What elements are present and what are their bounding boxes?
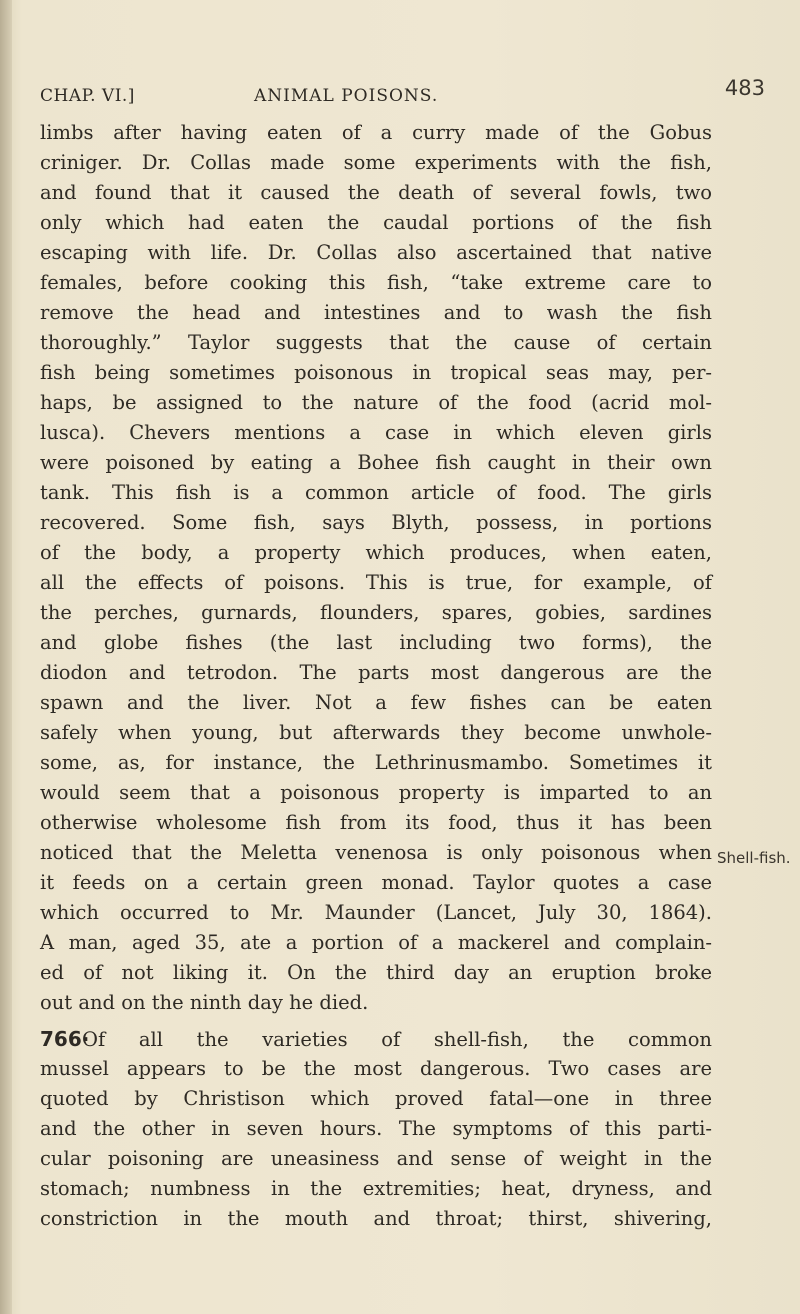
text-line: quoted by Christison which proved fatal—one in three	[40, 1087, 712, 1110]
text-line: only which had eaten the caudal portions of the fish	[40, 211, 712, 234]
text-line: escaping with life. Dr. Collas also ascertained that native	[40, 241, 712, 264]
text-line: were poisoned by eating a Bohee fish caught in their own	[40, 451, 712, 474]
section-766	[40, 1024, 712, 1234]
text-line: stomach; numbness in the extremities; heat, dryness, and	[40, 1177, 712, 1200]
text-line: safely when young, but afterwards they become unwhole-	[40, 721, 712, 744]
text-line: noticed that the Meletta venenosa is only poisonous when	[40, 841, 712, 864]
text-line: out and on the ninth day he died.	[40, 991, 369, 1014]
text-line: recovered. Some fish, says Blyth, possess, in portions	[40, 511, 712, 534]
text-line: and globe fishes (the last including two forms), the	[40, 631, 712, 654]
paragraph	[40, 118, 712, 1018]
text-line: all the effects of poisons. This is true, for example, of	[40, 571, 712, 594]
text-line: haps, be assigned to the nature of the food (acrid mol-	[40, 391, 712, 414]
text-line: spawn and the liver. Not a few fishes can be eaten	[40, 691, 712, 714]
text-line: the perches, gurnards, flounders, spares, gobies, sardines	[40, 601, 712, 624]
text-line: of the body, a property which produces, when eaten,	[40, 541, 712, 564]
text-line: mussel appears to be the most dangerous. Two cases are	[40, 1057, 712, 1080]
chapter-label: CHAP. VI.]	[40, 86, 135, 106]
text-line: remove the head and intestines and to wash the fish	[40, 301, 712, 324]
text-line: thoroughly.” Taylor suggests that the cause of certain	[40, 331, 712, 354]
text-line: A man, aged 35, ate a portion of a mackerel and complain-	[40, 931, 712, 954]
running-head	[40, 76, 765, 116]
text-line: fish being sometimes poisonous in tropical seas may, per-	[40, 361, 712, 384]
text-line: criniger. Dr. Collas made some experiments with the fish,	[40, 151, 712, 174]
text-line: females, before cooking this fish, “take extreme care to	[40, 271, 712, 294]
page-number: 483	[724, 76, 765, 100]
text-line: lusca). Chevers mentions a case in which eleven girls	[40, 421, 712, 444]
text-line: diodon and tetrodon. The parts most dangerous are the	[40, 661, 712, 684]
text-line: would seem that a poisonous property is imparted to an	[40, 781, 712, 804]
text-line: cular poisoning are uneasiness and sense of weight in the	[40, 1147, 712, 1170]
page-binding-shadow	[0, 0, 12, 1314]
text-line: limbs after having eaten of a curry made of the Gobus	[40, 121, 712, 144]
margin-note: Shell-fish.	[717, 849, 791, 867]
text-line: tank. This fish is a common article of food. The girls	[40, 481, 712, 504]
section-first-text: Of all the varieties of shell-fish, the common	[82, 1028, 712, 1051]
text-line: which occurred to Mr. Maunder (Lancet, July 30, 1864).	[40, 901, 712, 924]
text-line: and found that it caused the death of several fowls, two	[40, 181, 712, 204]
text-line: ed of not liking it. On the third day an eruption broke	[40, 961, 712, 984]
section-number: 766·	[40, 1027, 90, 1051]
text-line: some, as, for instance, the Lethrinusmambo. Sometimes it	[40, 751, 712, 774]
text-line: otherwise wholesome fish from its food, thus it has been	[40, 811, 712, 834]
body-text	[40, 118, 712, 1234]
text-line: it feeds on a certain green monad. Taylor quotes a case	[40, 871, 712, 894]
text-line: constriction in the mouth and throat; thirst, shivering,	[40, 1207, 712, 1230]
section-first-line	[40, 1024, 712, 1054]
text-line: and the other in seven hours. The symptoms of this parti-	[40, 1117, 712, 1140]
running-title: ANIMAL POISONS.	[254, 86, 439, 106]
